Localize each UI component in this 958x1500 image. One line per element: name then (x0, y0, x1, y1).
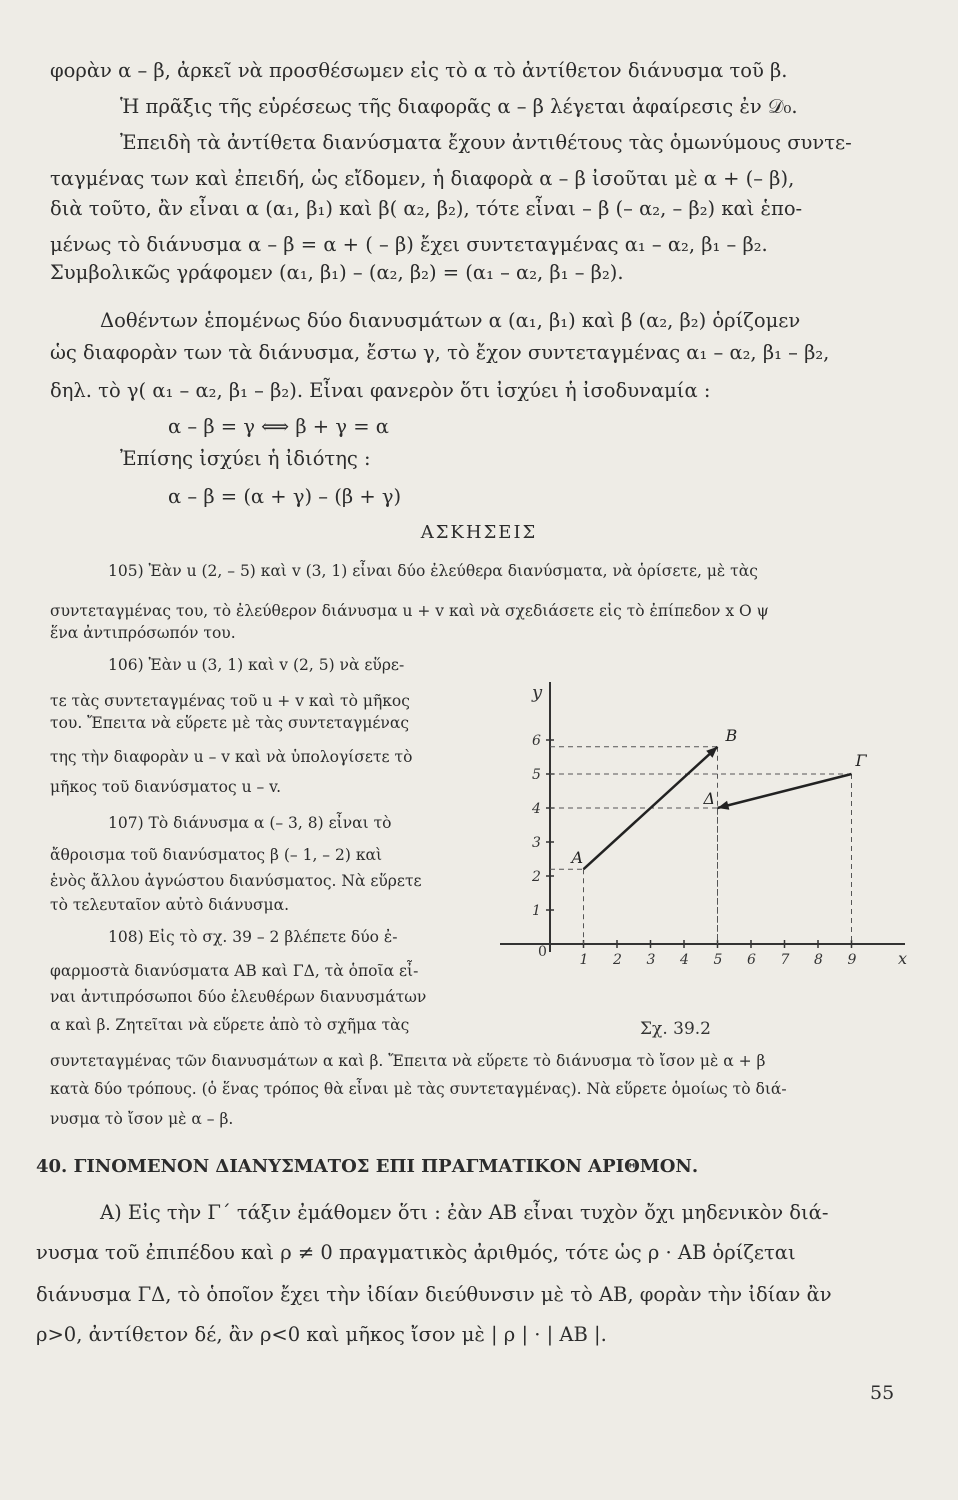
text-line: Δοθέντων ἑπομένως δύο διανυσμάτων α (α₁, β₁) καὶ β (α₂, β₂) ὁρίζομεν (100, 309, 801, 332)
exercise-106-line: τε τὰς συντεταγμένας τοῦ u + v καὶ τὸ μῆκος (50, 692, 410, 710)
text-line: μένως τὸ διάνυσμα α – β = α + ( – β) ἔχει συντεταγμένας α₁ – α₂, β₁ – β₂. (50, 233, 768, 256)
exercise-107-line: ἄθροισμα τοῦ διανύσματος β (– 1, – 2) καὶ (50, 846, 383, 864)
text-line: διὰ τοῦτο, ἂν εἶναι α (α₁, β₁) καὶ β( α₂, β₂), τότε εἶναι – β (– α₂, – β₂) καὶ ἑπο- (50, 197, 803, 220)
exercise-108-line: α καὶ β. Ζητεῖται νὰ εὕρετε ἀπὸ τὸ σχῆμα τὰς (50, 1016, 410, 1034)
origin-label: 0 (538, 944, 547, 960)
x-tick-label: 7 (780, 952, 790, 968)
section-paragraph-line: Α) Εἰς τὴν Γ΄ τάξιν ἐμάθομεν ὅτι : ἐὰν ΑΒ εἶναι τυχὸν ὄχι μηδενικὸν διά- (100, 1201, 829, 1224)
y-tick-label: 1 (532, 903, 541, 919)
x-tick-label: 6 (747, 952, 756, 968)
exercises-heading: ΑΣΚΗΣΕΙΣ (420, 522, 538, 543)
exercise-106-line: μῆκος τοῦ διανύσματος u – v. (50, 778, 282, 796)
text-line: δηλ. τὸ γ( α₁ – α₂, β₁ – β₂). Εἶναι φανερὸν ὅτι ἰσχύει ἡ ἰσοδυναμία : (50, 379, 711, 402)
text-line: ταγμένας των καὶ ἐπειδή, ὡς εἴδομεν, ἡ διαφορὰ α – β ἰσοῦται μὲ α + (– β), (50, 167, 795, 190)
exercise-108-line: κατὰ δύο τρόπους. (ὁ ἕνας τρόπος θὰ εἶναι μὲ τὰς συντεταγμένας). Νὰ εὕρετε ὁμοίως τὸ διά- (50, 1080, 787, 1098)
x-tick-label: 1 (579, 952, 589, 968)
exercise-105-line: ἕνα ἀντιπρόσωπόν του. (50, 624, 236, 642)
y-tick-label: 4 (532, 801, 541, 817)
section-40-title: 40. ΓΙΝΟΜΕΝΟΝ ΔΙΑΝΥΣΜΑΤΟΣ ΕΠΙ ΠΡΑΓΜΑΤΙΚΟΝ ΑΡΙΘΜΟΝ. (36, 1156, 699, 1177)
text-line: Συμβολικῶς γράφομεν (α₁, β₁) – (α₂, β₂) = (α₁ – α₂, β₁ – β₂). (50, 261, 624, 284)
point-label-G: Γ (855, 751, 867, 770)
exercise-107-line: ἑνὸς ἄλλου ἀγνώστου διανύσματος. Νὰ εὕρετε (50, 872, 422, 890)
exercise-108-line: συντεταγμένας τῶν διανυσμάτων α καὶ β. Ἔπειτα νὰ εὕρετε τὸ διάνυσμα τὸ ἴσον μὲ α + β (50, 1052, 766, 1070)
section-paragraph-line: διάνυσμα ΓΔ, τὸ ὁποῖον ἔχει τὴν ἰδίαν διεύθυνσιν μὲ τὸ ΑΒ, φορὰν τὴν ἰδίαν ἂν (36, 1283, 832, 1306)
vector-GD-shaft (718, 774, 852, 808)
x-tick-label: 3 (646, 952, 656, 968)
y-tick-label: 2 (532, 869, 541, 885)
equation-equivalence: α – β = γ ⟺ β + γ = α (168, 415, 389, 438)
exercise-106-line: της τὴν διαφορὰν u – v καὶ νὰ ὑπολογίσετε τὸ (50, 748, 413, 766)
exercise-107-line: 107) Τὸ διάνυσμα α (– 3, 8) εἶναι τὸ (108, 814, 392, 832)
exercise-106-line: του. Ἔπειτα νὰ εὕρετε μὲ τὰς συντεταγμένας (50, 714, 409, 732)
point-label-D: Δ (703, 789, 716, 808)
y-tick-label: 5 (532, 767, 541, 783)
exercise-107-line: τὸ τελευταῖον αὐτὸ διάνυσμα. (50, 896, 290, 914)
text-line: ὡς διαφορὰν των τὰ διάνυσμα, ἔστω γ, τὸ ἔχον συντεταγμένας α₁ – α₂, β₁ – β₂, (50, 341, 830, 364)
point-label-A: A (571, 848, 584, 868)
y-axis-label: y (532, 682, 543, 703)
point-label-B: B (725, 725, 738, 745)
x-tick-label: 8 (814, 952, 823, 968)
exercise-108-line: νυσμα τὸ ἴσον μὲ α – β. (50, 1110, 234, 1128)
exercise-105-line: 105) Ἐὰν u (2, – 5) καὶ v (3, 1) εἶναι δύο ἐλεύθερα διανύσματα, νὰ ὁρίσετε, μὲ τὰς (108, 562, 758, 580)
exercise-108-line: ναι ἀντιπρόσωποι δύο ἐλευθέρων διανυσμάτων (50, 988, 427, 1006)
exercise-105-line: συντεταγμένας του, τὸ ἐλεύθερον διάνυσμα u + v καὶ νὰ σχεδιάσετε εἰς τὸ ἐπίπεδον x O ψ (50, 602, 769, 620)
x-tick-label: 5 (713, 952, 723, 968)
x-axis-label: x (898, 949, 908, 968)
x-tick-label: 2 (613, 952, 622, 968)
text-line: Ἡ πρᾶξις τῆς εὑρέσεως τῆς διαφορᾶς α – β λέγεται ἀφαίρεσις ἐν 𝒟₀. (120, 95, 798, 118)
figure-caption: Σχ. 39.2 (640, 1019, 711, 1039)
figure-39-2 (500, 672, 920, 1052)
text-line: φορὰν α – β, ἀρκεῖ νὰ προσθέσωμεν εἰς τὸ α τὸ ἀντίθετον διάνυσμα τοῦ β. (50, 59, 788, 82)
x-tick-label: 9 (847, 952, 857, 968)
y-tick-label: 3 (532, 835, 541, 851)
equation-property: α – β = (α + γ) – (β + γ) (168, 485, 402, 508)
text-line: Ἐπίσης ἰσχύει ἡ ἰδιότης : (120, 447, 371, 470)
section-paragraph-line: ρ>0, ἀντίθετον δέ, ἂν ρ<0 καὶ μῆκος ἴσον μὲ | ρ | · | ΑΒ |. (36, 1323, 607, 1346)
text-line: Ἐπειδὴ τὰ ἀντίθετα διανύσματα ἔχουν ἀντιθέτους τὰς ὁμωνύμους συντε- (120, 131, 852, 154)
section-paragraph-line: νυσμα τοῦ ἐπιπέδου καὶ ρ ≠ 0 πραγματικὸς ἀριθμός, τότε ὡς ρ · ΑΒ ὁρίζεται (36, 1241, 796, 1264)
y-tick-label: 6 (532, 733, 541, 749)
exercise-108-line: φαρμοστὰ διανύσματα ΑΒ καὶ ΓΔ, τὰ ὁποῖα εἶ- (50, 962, 419, 980)
page-number: 55 (870, 1382, 895, 1404)
exercise-106-line: 106) Ἐὰν u (3, 1) καὶ v (2, 5) νὰ εὕρε- (108, 656, 405, 674)
exercise-108-line: 108) Εἰς τὸ σχ. 39 – 2 βλέπετε δύο ἐ- (108, 928, 398, 946)
x-tick-label: 4 (680, 952, 689, 968)
